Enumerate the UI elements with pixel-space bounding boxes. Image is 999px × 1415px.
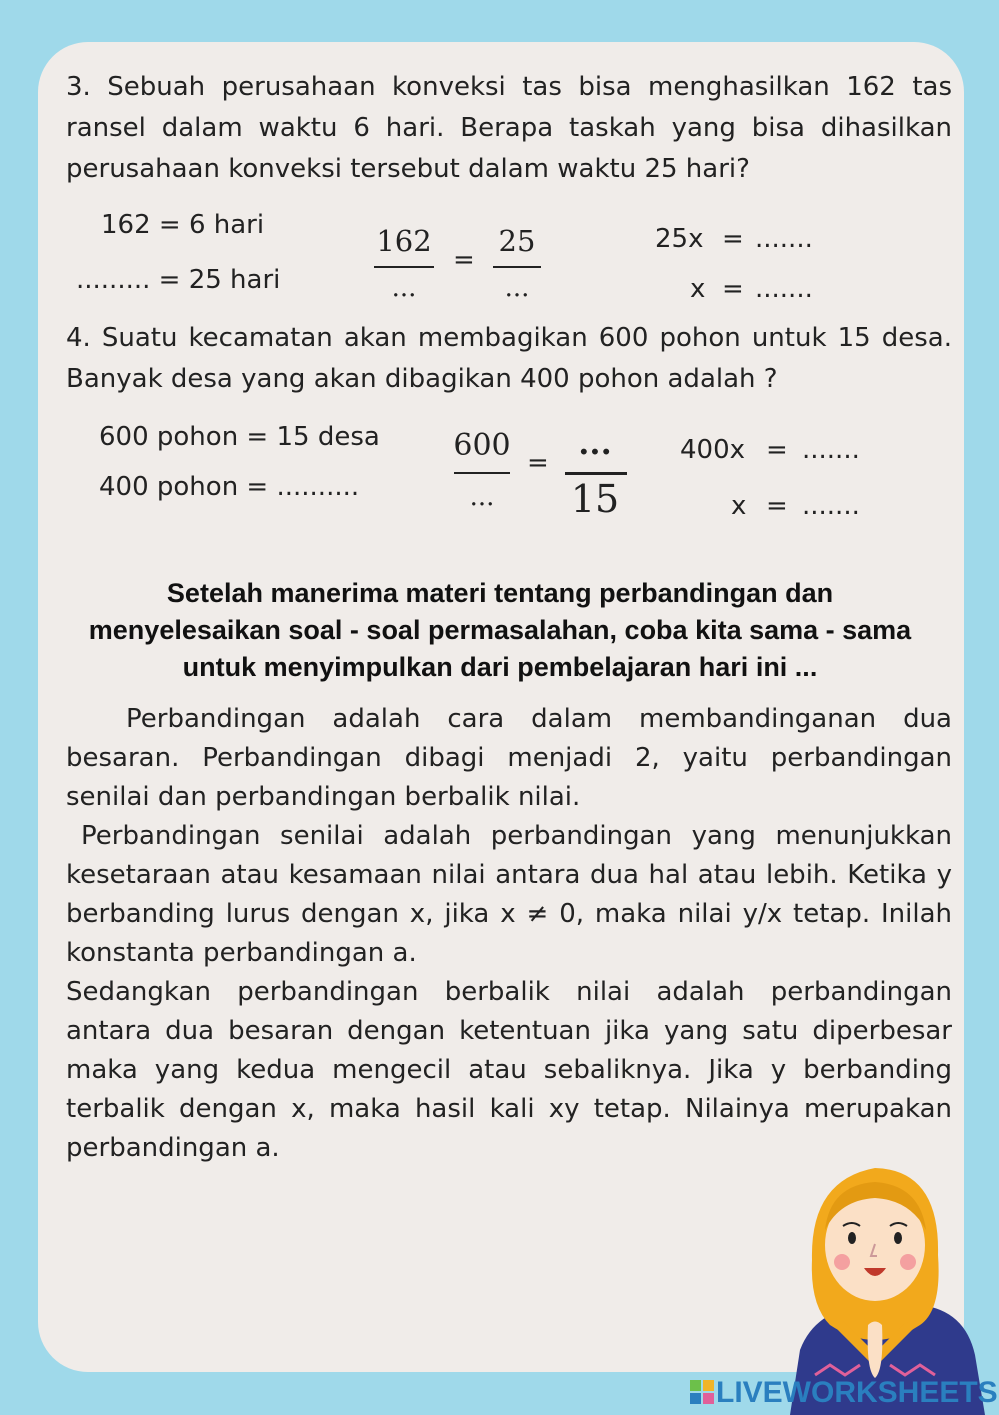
q4-answer-2-input[interactable]: .......	[802, 491, 860, 521]
q3-answer-2-input[interactable]: .......	[755, 274, 813, 304]
liveworksheets-badge-icon	[690, 1380, 714, 1404]
q3-answer-1-label: 25x	[655, 224, 704, 254]
q4-answer-1-label: 400x	[680, 435, 746, 465]
q3-fraction-2-numerator: 25	[498, 224, 536, 258]
liveworksheets-logo[interactable]	[690, 1376, 998, 1410]
q3-fraction-1-numerator: 162	[376, 224, 432, 258]
q3-answer-2-equals: =	[722, 274, 744, 304]
q4-given-line-1: 600 pohon = 15 desa	[99, 422, 380, 452]
q3-equals-sign: =	[453, 245, 475, 275]
q4-answer-1-equals: =	[766, 435, 788, 465]
q4-fraction-2-denominator: 15	[570, 477, 620, 521]
summary-heading-line-2: menyelesaikan soal - soal permasalahan, coba kita sama - sama	[88, 615, 912, 645]
question-3-text: 3. Sebuah perusahaan konveksi tas bisa menghasilkan 162 tas ransel dalam waktu 6 hari. Berapa taskah yang bisa dihasilkan perusahaan konveksi tersebut dalam waktu 25 hari?	[66, 72, 952, 184]
summary-paragraph-2: Perbandingan senilai adalah perbandingan yang menunjukkan kesetaraan atau kesamaan nilai antara dua hal atau lebih. Ketika y berbanding lurus dengan x, jika x ≠ 0, maka nilai y/x tetap. Inilah konstanta perbandingan a.	[66, 821, 952, 968]
q3-given-line-2[interactable]: ......... = 25 hari	[76, 265, 281, 295]
q3-fraction-1-denominator[interactable]: ...	[391, 273, 417, 303]
q4-answer-2-label: x	[731, 491, 747, 521]
q4-equals-sign: =	[527, 448, 549, 478]
q4-answer-1-input[interactable]: .......	[802, 435, 860, 465]
q4-fraction-2-numerator[interactable]: ...	[578, 424, 612, 462]
summary-paragraph-1: Perbandingan adalah cara dalam membandinganan dua besaran. Perbandingan dibagi menjadi 2, yaitu perbandingan senilai dan perbandingan berbalik nilai.	[66, 704, 952, 812]
summary-paragraph-3: Sedangkan perbandingan berbalik nilai adalah perbandingan antara dua besaran dengan ketentuan jika yang satu diperbesar maka yang kedua mengecil atau sebaliknya. Jika y berbanding terbalik dengan x, maka hasil kali xy tetap. Nilainya merupakan perbandingan a.	[66, 977, 952, 1163]
q4-given-line-2[interactable]: 400 pohon = ..........	[99, 472, 360, 502]
q3-answer-2-label: x	[690, 274, 706, 304]
q4-fraction-1-bar	[454, 472, 510, 474]
q3-given-line-1: 162 = 6 hari	[101, 210, 265, 240]
summary-heading-line-3: untuk menyimpulkan dari pembelajaran hari ini ...	[182, 652, 818, 682]
q4-fraction-1-numerator: 600	[453, 428, 511, 463]
q4-answer-2-equals: =	[766, 491, 788, 521]
q3-fraction-1-bar	[374, 266, 434, 268]
summary-heading-line-1: Setelah manerima materi tentang perbandingan dan	[166, 578, 834, 608]
liveworksheets-logo-text: LIVEWORKSHEETS	[716, 1376, 998, 1409]
q4-fraction-1-denominator[interactable]: ...	[469, 482, 495, 512]
q3-answer-1-input[interactable]: .......	[755, 224, 813, 254]
question-4-text: 4. Suatu kecamatan akan membagikan 600 pohon untuk 15 desa. Banyak desa yang akan dibagikan 400 pohon adalah ?	[66, 323, 952, 394]
q3-fraction-2-bar	[493, 266, 541, 268]
q3-fraction-2-denominator[interactable]: ...	[504, 273, 530, 303]
q3-answer-1-equals: =	[722, 224, 744, 254]
q4-fraction-2-bar	[565, 472, 627, 475]
